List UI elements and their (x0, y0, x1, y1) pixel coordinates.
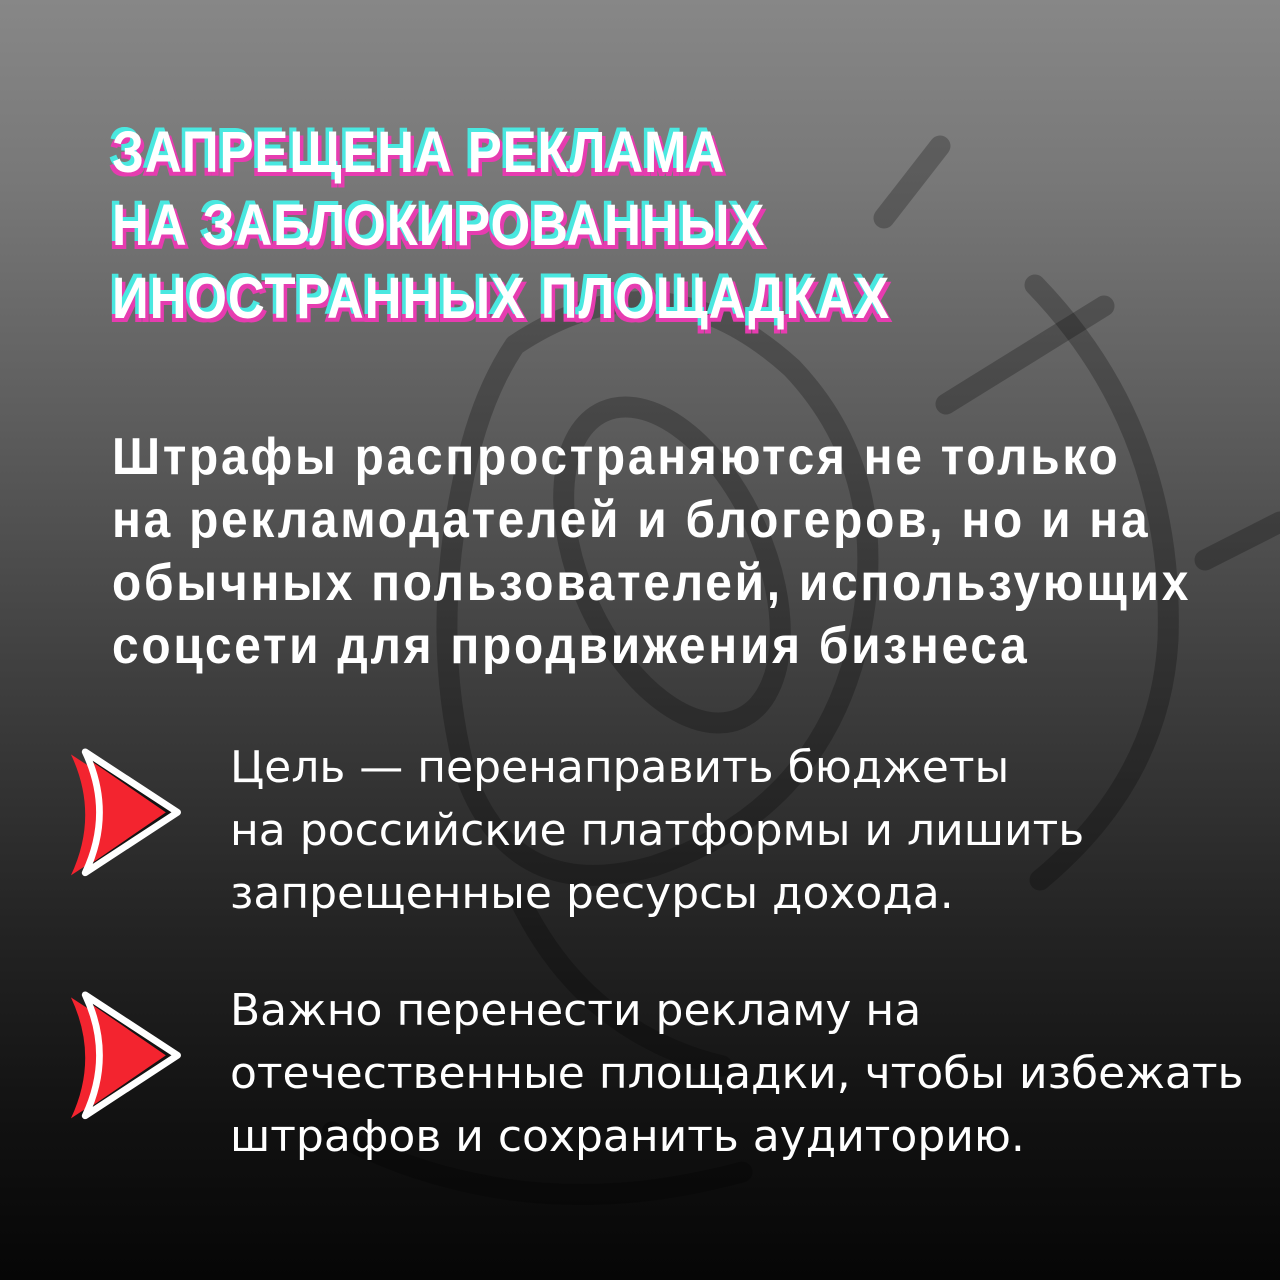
bullet1-line-2: на российские платформы и лишить (230, 805, 1085, 856)
bullet-item-1 (60, 736, 1084, 925)
intro-line-2: на рекламодателей и блогеров, но и на (112, 491, 1151, 549)
intro-line-4: соцсети для продвижения бизнеса (112, 617, 1030, 675)
title-line-1: ЗАПРЕЩЕНА РЕКЛАМА (112, 120, 726, 185)
bullet-text-1 (230, 736, 1084, 925)
arrow-right-icon (60, 742, 186, 886)
bullet2-line-1: Важно перенести рекламу на (230, 985, 922, 1036)
page-title (112, 116, 890, 335)
bullet-item-2 (60, 979, 1243, 1168)
title-line-3: ИНОСТРАННЫХ ПЛОЩАДКАХ (112, 266, 891, 331)
bullet1-line-1: Цель — перенаправить бюджеты (230, 742, 1010, 793)
intro-paragraph (112, 426, 1191, 678)
arrow-right-icon (60, 985, 186, 1129)
bullet1-line-3: запрещенные ресурсы дохода. (230, 868, 954, 919)
bullet2-line-2: отечественные площадки, чтобы избежать (230, 1048, 1244, 1099)
title-line-2: НА ЗАБЛОКИРОВАННЫХ (112, 193, 766, 258)
intro-line-1: Штрафы распространяются не только (112, 428, 1121, 486)
intro-line-3: обычных пользователей, использующих (112, 554, 1192, 612)
bullet-text-2 (230, 979, 1243, 1168)
bullet2-line-3: штрафов и сохранить аудиторию. (230, 1111, 1025, 1162)
